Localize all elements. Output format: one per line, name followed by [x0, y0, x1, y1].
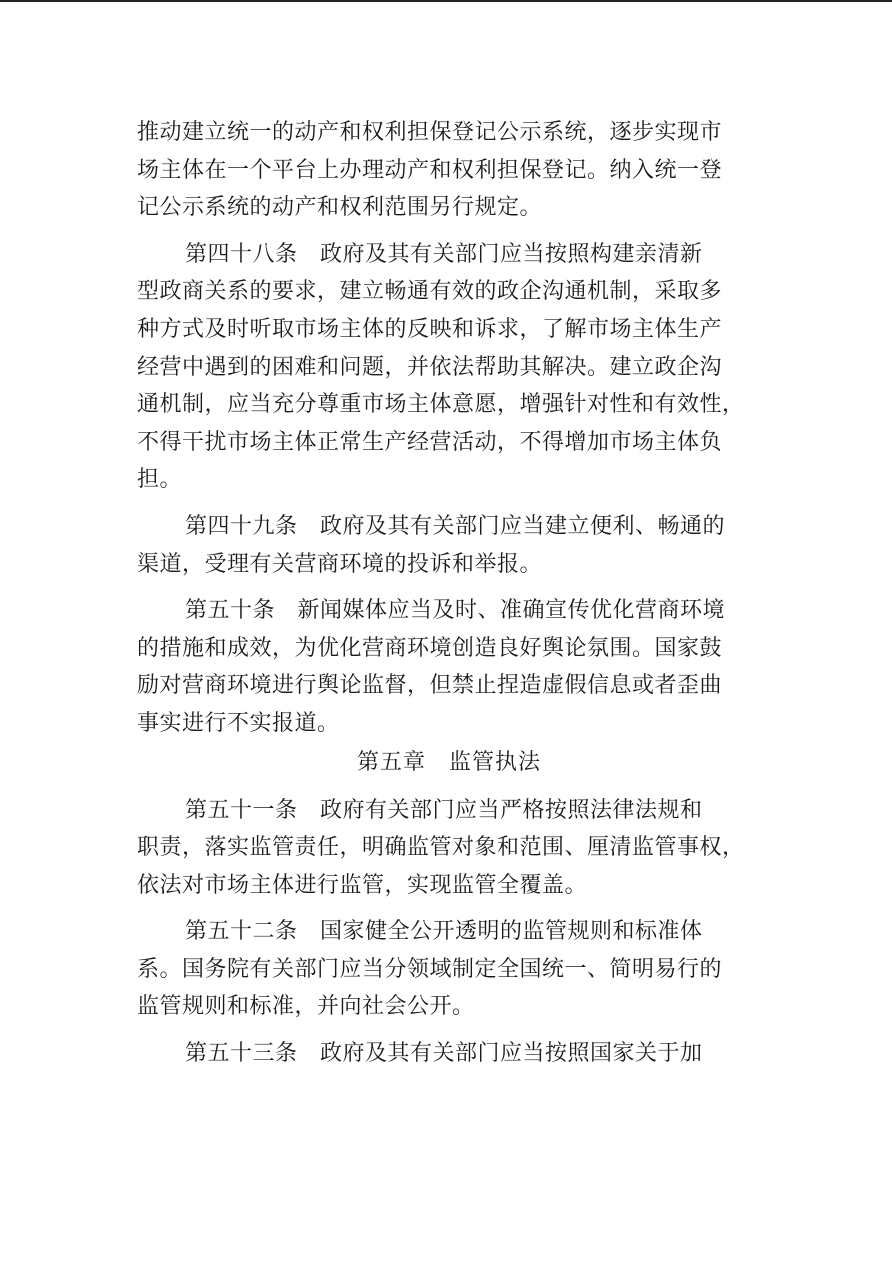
document-page [137, 114, 761, 1073]
text-line: 担。 [137, 467, 183, 493]
text-line: 不得干扰市场主体正常生产经营活动，不得增加市场主体负 [137, 429, 723, 455]
text-line: 第五十三条 政府及其有关部门应当按照国家关于加 [185, 1041, 703, 1067]
text-line: 第五十一条 政府有关部门应当严格按照法律法规和 [185, 797, 703, 823]
article-53 [137, 1035, 761, 1073]
text-line: 型政商关系的要求，建立畅通有效的政企沟通机制，采取多 [137, 279, 723, 305]
article-50 [137, 592, 761, 742]
top-border-rule [0, 0, 892, 2]
text-line: 种方式及时听取市场主体的反映和诉求，了解市场主体生产 [137, 316, 723, 342]
text-line: 渠道，受理有关营商环境的投诉和举报。 [137, 551, 543, 577]
text-line: 通机制，应当充分尊重市场主体意愿，增强针对性和有效性， [137, 392, 745, 418]
text-line: 职责，落实监管责任，明确监管对象和范围、厘清监管事权， [137, 835, 745, 861]
chapter-heading: 第五章 监管执法 [356, 749, 541, 775]
text-line: 第四十九条 政府及其有关部门应当建立便利、畅通的 [185, 513, 726, 539]
text-line: 第四十八条 政府及其有关部门应当按照构建亲清新 [185, 241, 703, 267]
text-line: 场主体在一个平台上办理动产和权利担保登记。纳入统一登 [137, 157, 723, 183]
text-line: 推动建立统一的动产和权利担保登记公示系统，逐步实现市 [137, 120, 723, 145]
text-line: 励对营商环境进行舆论监督，但禁止捏造虚假信息或者歪曲 [137, 673, 723, 699]
text-line: 监管规则和标准，并向社会公开。 [137, 994, 475, 1020]
article-51 [137, 792, 761, 905]
article-49 [137, 508, 761, 583]
text-line: 记公示系统的动产和权利范围另行规定。 [137, 195, 543, 221]
text-line: 第五十二条 国家健全公开透明的监管规则和标准体 [185, 919, 703, 945]
text-line: 经营中遇到的困难和问题，并依法帮助其解决。建立政企沟 [137, 354, 723, 380]
paragraph-continuation [137, 114, 761, 227]
text-line: 系。国务院有关部门应当分领域制定全国统一、简明易行的 [137, 956, 723, 982]
text-line: 事实进行不实报道。 [137, 710, 340, 736]
text-line: 的措施和成效，为优化营商环境创造良好舆论氛围。国家鼓 [137, 635, 723, 661]
text-line: 依法对市场主体进行监管，实现监管全覆盖。 [137, 872, 588, 898]
text-line: 第五十条 新闻媒体应当及时、准确宣传优化营商环境 [185, 598, 726, 624]
article-52 [137, 913, 761, 1026]
article-48 [137, 236, 761, 499]
